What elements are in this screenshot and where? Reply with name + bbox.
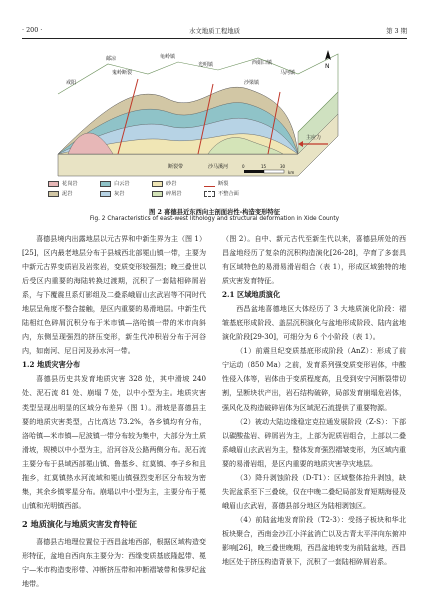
legend-item: 白云岩 [100, 180, 130, 187]
figure-caption-cn: 图 2 喜德县近东西向主剖面岩性-构造变形特征 [148, 209, 281, 216]
paragraph: 喜德县古地理位置位于西昌盆地西部，根据区域构造变形特征，盆地自西向东主要分为：西缘变质基底隆起带、冕宁—米市构造变形带、冲断挤压带和冲断褶皱带和侏罗纪盆地带。 [22, 536, 206, 589]
legend-item: 花岗岩 [48, 180, 78, 187]
left-column [22, 232, 206, 591]
legend-item: 灰岩 [100, 190, 124, 197]
legend-item: 不整合面 [204, 190, 239, 197]
scale-max: 30 [280, 164, 286, 169]
label-main-stress: 主应力 [306, 135, 322, 141]
legend-item: 砂岩 [152, 180, 176, 187]
compass-label: N [325, 63, 330, 70]
cross-section-figure [48, 44, 348, 179]
paragraph: （4）前陆盆地发育阶段（T2-3）：受扬子板块和华北板块聚合，西南金沙江小洋盆消亡以及古青太平洋向东俯冲影响[26]，晚三叠世晚期，西昌盆地转变为前陆盆地，西昌地区处于挤压构造背景下，沉积了一套陆相碎屑岩系。 [222, 514, 406, 567]
label-guiling: 龟岭镇 [160, 54, 176, 60]
right-column [222, 232, 406, 569]
header-rule [22, 38, 407, 39]
label-mahe: 马河镇 [280, 70, 296, 76]
running-header [22, 26, 407, 38]
legend-item: 泥岩 [48, 190, 72, 197]
section-heading: 2 地质演化与地质灾害发育特征 [22, 518, 137, 529]
cross-section-diagram [48, 44, 348, 179]
figure-caption-en: Fig. 2 Characteristics of east-west lithology and structural deformation in Xide County [89, 216, 340, 222]
label-mailing: 邮凉 [106, 56, 117, 62]
scale-zero: 0 [242, 164, 245, 169]
figure-legend [48, 180, 348, 204]
journal-title: 水文地质工程地质 [188, 27, 241, 35]
paragraph: （图 2）。自中、新元古代至新生代以来，喜德县所处的西昌盆地经历了复杂的沉积构造演化[26-28]，孕育了多套具有区域特色的易滑易滑岩组合（表 1），形成区域独特的地质灾害发育特征。 [222, 234, 406, 286]
label-shahe-river: 沙马溪河 [208, 164, 229, 170]
section-heading: 1.2 地质灾害分布 [22, 360, 81, 370]
label-xiliang: 西娟口镇 [252, 60, 273, 66]
issue-number: 第 3 期 [386, 27, 407, 35]
page-number: · 200 · [22, 26, 43, 34]
legend-item: 断裂 [204, 180, 228, 187]
label-fault-1: 鬼岭断裂 [112, 70, 133, 76]
paragraph: 喜德县境内出露地层以元古界和中新生界为主（图 1）[25]，区内最老地层分布于县城西北部冕山镇一带，主要为中新元古界变质岩及岩浆岩，变质变形较强烈；晚三叠世以后受区内重要的海陆转换过渡期，沉积了一套陆相碎屑岩系，与下覆震旦系灯影组及二叠系峨眉山玄武岩等不同时代地层呈角度不整合接触，是区内重要的易滑地层。中新生代陆相红色碎屑沉积分布于米市镇—洛哈镇一带的米市向斜内，东侧呈现强烈的挤压变形，新生代冲积岩分布于河谷内，如南河、尼日河及孙水河一带。 [22, 234, 206, 356]
legend-item: 碎屑岩 [152, 190, 182, 197]
label-guanming: 光明镇 [198, 62, 214, 68]
section-heading: 2.1 区域地质演化 [222, 290, 281, 300]
label-jieyang: 戒阳 [66, 80, 77, 86]
paragraph: （1）前震旦纪变质基底形成阶段（AnZ）：形成了前宁运动（850 Ma）之前，发育系列强变质变形岩体，中酸性侵入体等，岩体由于变质程度高，且受到安宁河断裂带切割，呈断块状产出，岩石结构破碎，局部发育崩塌危岩体，强风化及构造破碎岩体为区域泥石流提供了重要物源。 [222, 346, 406, 412]
scale-mid: 15 [261, 164, 267, 169]
scale-unit: km [288, 170, 295, 175]
label-fault-zone: 断裂带 [168, 164, 184, 170]
paragraph: 喜德县历史共发育地质灾害 328 处，其中滑坡 240 处、泥石流 81 处、崩塌 7 处，以中小型为主。地质灾害类型呈现出明显的区域分布差异（图 1）。滑坡是喜德县主要的地质灾害类型，占比高达 73.2%，各乡镇均有分布，洛哈镇—米市镇—尼波镇一带分布较为集中，大部分为土质滑坡，规模以中小型为主，沿河谷及公路两侧分布。泥石流主要分布于县域西部冕山镇、鲁基乡、红莫镇、李子乡和且拖乡，红莫镇热水河流域和冕山镇强烈变形区分布较为密集，其余乡镇零星分布。崩塌以中小型为主，主要分布于冕山镇和光明镇西部。 [22, 374, 206, 510]
paragraph: （2）被动大陆边缘稳定克拉通发展阶段（Z-S）：下部以碳酸盐岩、碎屑岩为主，上部为泥质岩组合，上部以二叠系峨眉山玄武岩为主，整体发育强烈褶皱变形，为区域内重要的易滑岩组，是区内重要的地质灾害孕灾地层。 [222, 416, 406, 468]
label-shatiao: 沙梁镇 [244, 80, 260, 86]
paragraph: （3）降升剥蚀阶段（D-T1）：区域整体抬升剥蚀，缺失泥盆系至下三叠统，仅在中晚二叠纪局部发育短期海侵及峨眉山玄武岩，喜德县部分地区为陆相剥蚀区。 [222, 472, 406, 510]
paragraph: 西昌盆地喜德地区大体经历了 3 大地质演化阶段：褶皱基底形成阶段、盖层沉积演化与盆地形成阶段、陆内盆地演化阶段[29-30]，可细分为 6 个小阶段（表 1）。 [222, 304, 406, 342]
